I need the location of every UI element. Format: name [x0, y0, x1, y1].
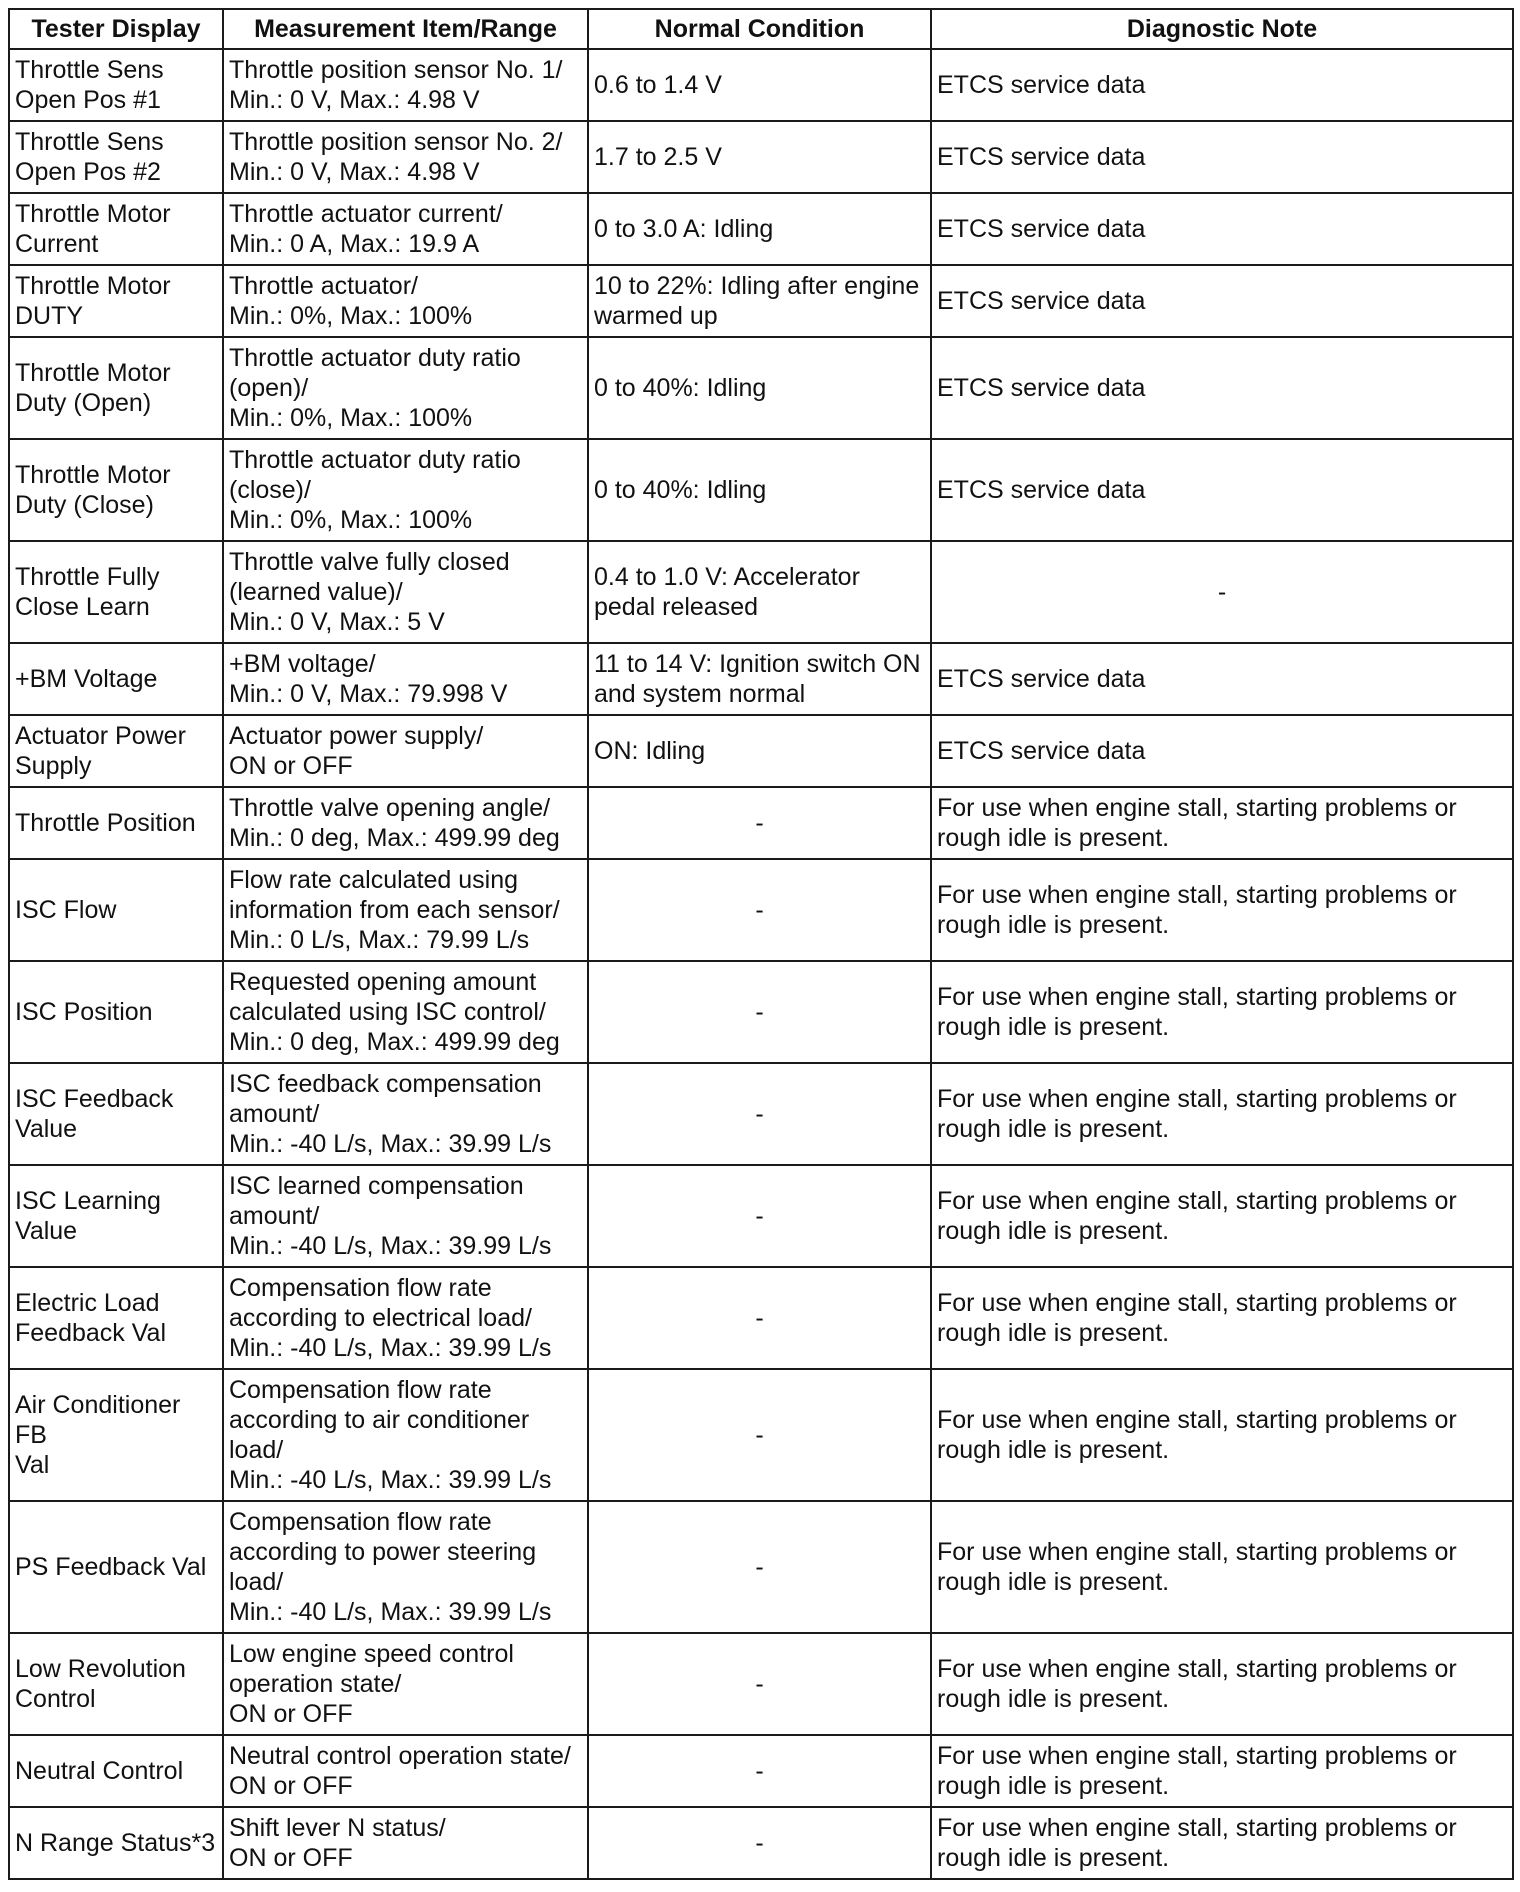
- normal-condition-cell: -: [588, 1735, 931, 1807]
- table-row: [9, 1501, 1513, 1633]
- diagnostic-note-cell: ETCS service data: [931, 49, 1513, 121]
- tester-display-cell: +BM Voltage: [9, 643, 223, 715]
- normal-condition-cell: 0 to 3.0 A: Idling: [588, 193, 931, 265]
- measurement-item-cell: Throttle actuator duty ratio (open)/ Min.: 0%, Max.: 100%: [223, 337, 588, 439]
- measurement-item-cell: Compensation flow rate according to electrical load/ Min.: -40 L/s, Max.: 39.99 L/s: [223, 1267, 588, 1369]
- measurement-item-cell: Throttle position sensor No. 2/ Min.: 0 V, Max.: 4.98 V: [223, 121, 588, 193]
- table-row: [9, 193, 1513, 265]
- tester-display-cell: Throttle Motor Duty (Close): [9, 439, 223, 541]
- diagnostic-note-cell: For use when engine stall, starting problems or rough idle is present.: [931, 1063, 1513, 1165]
- tester-display-cell: Neutral Control: [9, 1735, 223, 1807]
- measurement-item-cell: Throttle actuator/ Min.: 0%, Max.: 100%: [223, 265, 588, 337]
- measurement-item-cell: +BM voltage/ Min.: 0 V, Max.: 79.998 V: [223, 643, 588, 715]
- measurement-item-cell: Actuator power supply/ ON or OFF: [223, 715, 588, 787]
- diagnostic-note-cell: ETCS service data: [931, 643, 1513, 715]
- diagnostic-note-cell: For use when engine stall, starting problems or rough idle is present.: [931, 961, 1513, 1063]
- header-normal-condition: Normal Condition: [588, 9, 931, 49]
- normal-condition-cell: -: [588, 1633, 931, 1735]
- normal-condition-cell: ON: Idling: [588, 715, 931, 787]
- tester-display-cell: ISC Flow: [9, 859, 223, 961]
- diagnostic-note-cell: For use when engine stall, starting problems or rough idle is present.: [931, 787, 1513, 859]
- diagnostic-note-cell: ETCS service data: [931, 193, 1513, 265]
- tester-display-cell: Throttle Fully Close Learn: [9, 541, 223, 643]
- diagnostic-note-cell: For use when engine stall, starting problems or rough idle is present.: [931, 1633, 1513, 1735]
- normal-condition-cell: -: [588, 1165, 931, 1267]
- table-row: [9, 49, 1513, 121]
- diagnostic-note-cell: ETCS service data: [931, 337, 1513, 439]
- normal-condition-cell: 1.7 to 2.5 V: [588, 121, 931, 193]
- normal-condition-cell: -: [588, 1501, 931, 1633]
- table-row: [9, 859, 1513, 961]
- tester-display-cell: Throttle Motor Current: [9, 193, 223, 265]
- measurement-item-cell: Shift lever N status/ ON or OFF: [223, 1807, 588, 1879]
- table-row: [9, 715, 1513, 787]
- table-row: [9, 1267, 1513, 1369]
- normal-condition-cell: 10 to 22%: Idling after engine warmed up: [588, 265, 931, 337]
- tester-display-cell: Throttle Motor DUTY: [9, 265, 223, 337]
- diagnostic-note-cell: For use when engine stall, starting problems or rough idle is present.: [931, 1165, 1513, 1267]
- measurement-item-cell: Throttle position sensor No. 1/ Min.: 0 V, Max.: 4.98 V: [223, 49, 588, 121]
- table-row: [9, 439, 1513, 541]
- header-row: [9, 9, 1513, 49]
- normal-condition-cell: -: [588, 961, 931, 1063]
- measurement-item-cell: Low engine speed control operation state/ ON or OFF: [223, 1633, 588, 1735]
- diagnostic-note-cell: For use when engine stall, starting problems or rough idle is present.: [931, 1267, 1513, 1369]
- table-row: [9, 643, 1513, 715]
- normal-condition-cell: -: [588, 859, 931, 961]
- diagnostic-note-cell: For use when engine stall, starting problems or rough idle is present.: [931, 859, 1513, 961]
- diagnostic-note-cell: -: [931, 541, 1513, 643]
- table-row: [9, 1063, 1513, 1165]
- measurement-item-cell: Throttle valve fully closed (learned value)/ Min.: 0 V, Max.: 5 V: [223, 541, 588, 643]
- diagnostic-note-cell: For use when engine stall, starting problems or rough idle is present.: [931, 1735, 1513, 1807]
- normal-condition-cell: 0.4 to 1.0 V: Accelerator pedal released: [588, 541, 931, 643]
- diagnostic-note-cell: For use when engine stall, starting problems or rough idle is present.: [931, 1369, 1513, 1501]
- table-row: [9, 1807, 1513, 1879]
- tester-display-cell: Throttle Motor Duty (Open): [9, 337, 223, 439]
- measurement-item-cell: Requested opening amount calculated using ISC control/ Min.: 0 deg, Max.: 499.99 deg: [223, 961, 588, 1063]
- tester-display-cell: Electric Load Feedback Val: [9, 1267, 223, 1369]
- tester-display-cell: Air Conditioner FB Val: [9, 1369, 223, 1501]
- measurement-item-cell: Flow rate calculated using information from each sensor/ Min.: 0 L/s, Max.: 79.99 L/s: [223, 859, 588, 961]
- measurement-item-cell: Compensation flow rate according to air conditioner load/ Min.: -40 L/s, Max.: 39.99 L/s: [223, 1369, 588, 1501]
- measurement-item-cell: Compensation flow rate according to power steering load/ Min.: -40 L/s, Max.: 39.99 L/s: [223, 1501, 588, 1633]
- table-row: [9, 121, 1513, 193]
- table-row: [9, 541, 1513, 643]
- measurement-item-cell: ISC learned compensation amount/ Min.: -40 L/s, Max.: 39.99 L/s: [223, 1165, 588, 1267]
- measurement-item-cell: Neutral control operation state/ ON or OFF: [223, 1735, 588, 1807]
- data-list-table: [8, 8, 1514, 1880]
- tester-display-cell: ISC Learning Value: [9, 1165, 223, 1267]
- normal-condition-cell: 11 to 14 V: Ignition switch ON and system normal: [588, 643, 931, 715]
- tester-display-cell: ISC Feedback Value: [9, 1063, 223, 1165]
- measurement-item-cell: ISC feedback compensation amount/ Min.: -40 L/s, Max.: 39.99 L/s: [223, 1063, 588, 1165]
- table-row: [9, 337, 1513, 439]
- table-row: [9, 1165, 1513, 1267]
- tester-display-cell: N Range Status*3: [9, 1807, 223, 1879]
- tester-display-cell: Throttle Sens Open Pos #2: [9, 121, 223, 193]
- header-tester-display: Tester Display: [9, 9, 223, 49]
- normal-condition-cell: -: [588, 1807, 931, 1879]
- measurement-item-cell: Throttle actuator duty ratio (close)/ Min.: 0%, Max.: 100%: [223, 439, 588, 541]
- normal-condition-cell: 0 to 40%: Idling: [588, 337, 931, 439]
- normal-condition-cell: -: [588, 1369, 931, 1501]
- normal-condition-cell: -: [588, 1267, 931, 1369]
- diagnostic-note-cell: ETCS service data: [931, 439, 1513, 541]
- tester-display-cell: Throttle Sens Open Pos #1: [9, 49, 223, 121]
- normal-condition-cell: -: [588, 1063, 931, 1165]
- table-row: [9, 787, 1513, 859]
- normal-condition-cell: 0 to 40%: Idling: [588, 439, 931, 541]
- header-measurement-item: Measurement Item/Range: [223, 9, 588, 49]
- tester-display-cell: Throttle Position: [9, 787, 223, 859]
- table-row: [9, 1633, 1513, 1735]
- table-row: [9, 1369, 1513, 1501]
- diagnostic-note-cell: ETCS service data: [931, 715, 1513, 787]
- tester-display-cell: Low Revolution Control: [9, 1633, 223, 1735]
- header-diagnostic-note: Diagnostic Note: [931, 9, 1513, 49]
- normal-condition-cell: -: [588, 787, 931, 859]
- table-row: [9, 961, 1513, 1063]
- diagnostic-note-cell: ETCS service data: [931, 265, 1513, 337]
- tester-display-cell: Actuator Power Supply: [9, 715, 223, 787]
- diagnostic-note-cell: For use when engine stall, starting problems or rough idle is present.: [931, 1807, 1513, 1879]
- table-row: [9, 1735, 1513, 1807]
- measurement-item-cell: Throttle actuator current/ Min.: 0 A, Max.: 19.9 A: [223, 193, 588, 265]
- measurement-item-cell: Throttle valve opening angle/ Min.: 0 deg, Max.: 499.99 deg: [223, 787, 588, 859]
- normal-condition-cell: 0.6 to 1.4 V: [588, 49, 931, 121]
- tester-display-cell: ISC Position: [9, 961, 223, 1063]
- diagnostic-note-cell: For use when engine stall, starting problems or rough idle is present.: [931, 1501, 1513, 1633]
- tester-display-cell: PS Feedback Val: [9, 1501, 223, 1633]
- diagnostic-note-cell: ETCS service data: [931, 121, 1513, 193]
- table-row: [9, 265, 1513, 337]
